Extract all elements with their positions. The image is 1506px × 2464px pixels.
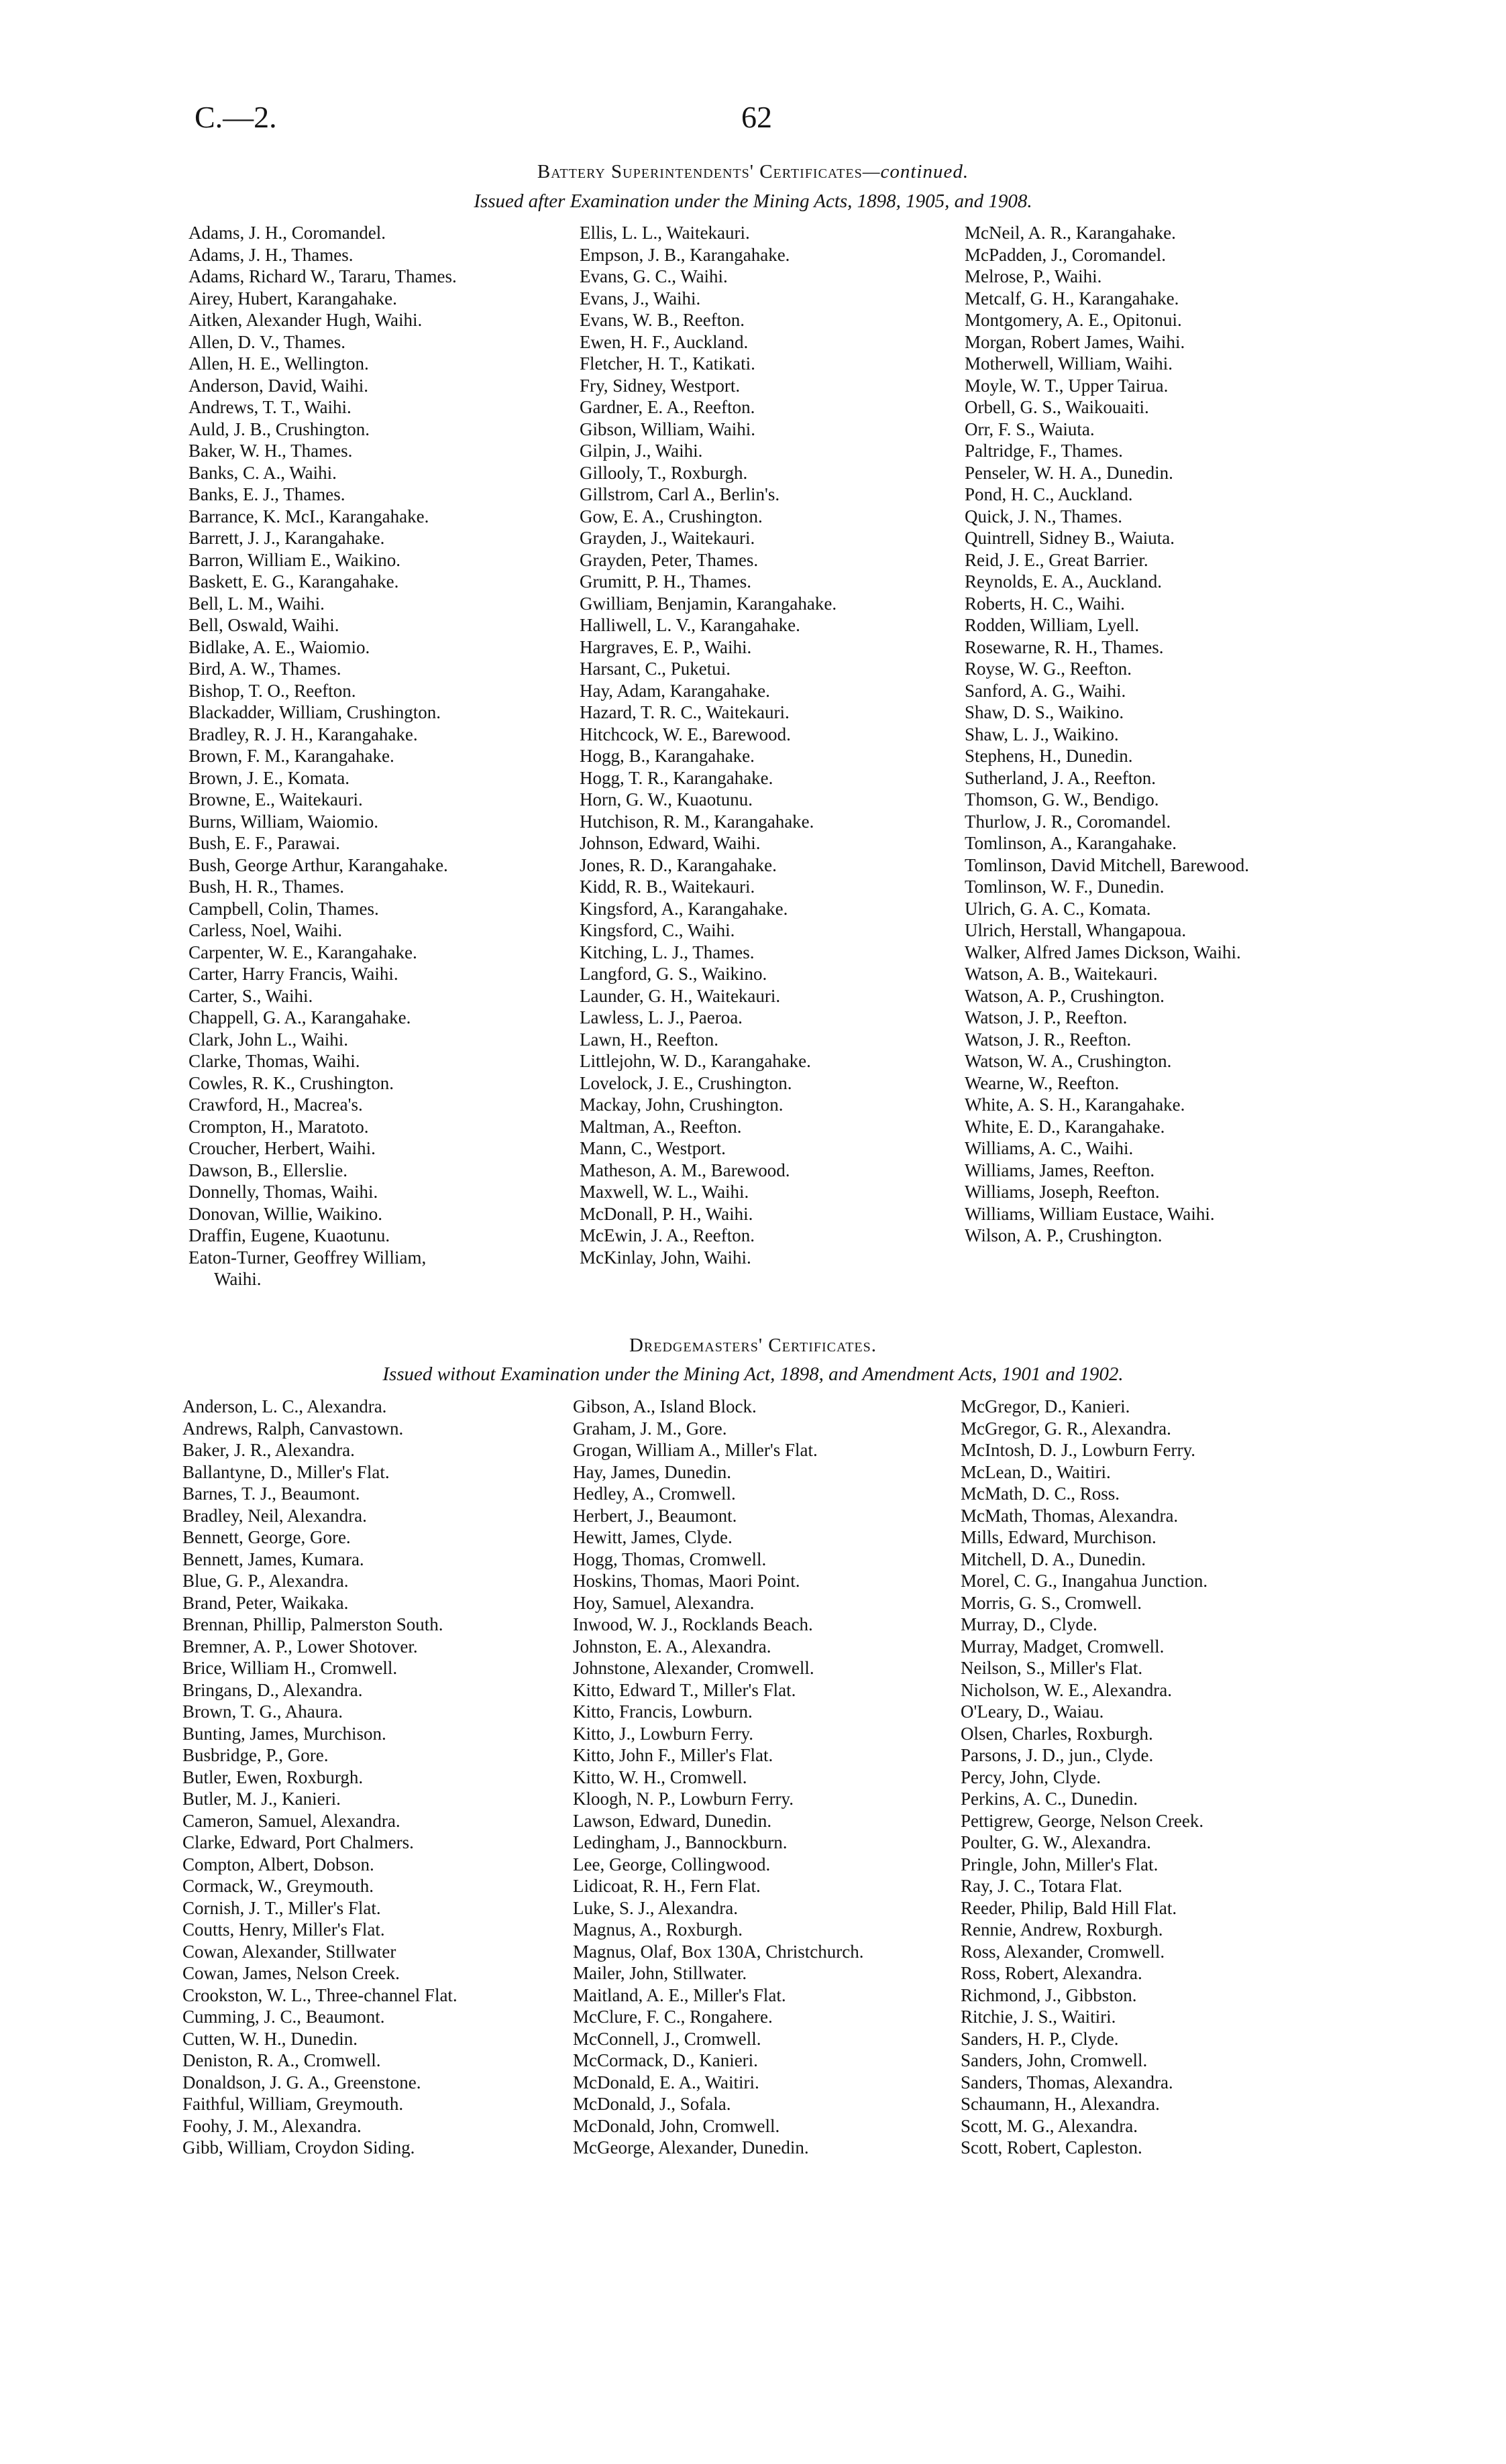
certificate-entry: Kidd, R. B., Waitekauri. [580,877,755,897]
certificate-entry: Lovelock, J. E., Crushington. [580,1072,792,1093]
certificate-entry: Langford, G. S., Waikino. [580,964,767,984]
certificate-entry: Orbell, G. S., Waikouaiti. [965,397,1149,417]
certificate-entry: Mailer, John, Stillwater. [573,1963,747,1983]
certificate-entry: McLean, D., Waitiri. [961,1461,1111,1482]
certificate-entry: Lee, George, Collingwood. [573,1854,771,1874]
certificate-entry: Wearne, W., Reefton. [965,1072,1120,1093]
certificate-entry: Barrett, J. J., Karangahake. [189,528,385,548]
certificate-entry: Morel, C. G., Inangahua Junction. [961,1571,1208,1591]
section-title-dredgemasters: Dredgemasters' Certificates. [629,1335,877,1356]
certificate-entry: Kitto, Edward T., Miller's Flat. [573,1679,796,1700]
certificate-entry: Mackay, John, Crushington. [580,1095,784,1115]
certificate-entry: Harsant, C., Puketui. [580,659,731,679]
certificate-entry: Ulrich, Herstall, Whangapoua. [965,920,1187,940]
certificate-entry: Shaw, D. S., Waikino. [965,702,1124,722]
certificate-entry: Shaw, L. J., Waikino. [965,724,1119,744]
certificate-entry: Gibson, A., Island Block. [573,1396,757,1416]
certificate-entry: Grumitt, P. H., Thames. [580,571,751,592]
certificate-entry: Sanders, Thomas, Alexandra. [961,2072,1173,2092]
certificate-entry: Allen, H. E., Wellington. [189,353,369,374]
certificate-entry: Williams, A. C., Waihi. [965,1138,1134,1158]
certificate-entry: Gardner, E. A., Reefton. [580,397,755,417]
certificate-entry: McGregor, D., Kanieri. [961,1396,1130,1416]
certificate-entry: Neilson, S., Miller's Flat. [961,1658,1143,1678]
certificate-entry: Baskett, E. G., Karangahake. [189,571,399,592]
certificate-entry: Quintrell, Sidney B., Waiuta. [965,528,1175,548]
certificate-entry: Ross, Alexander, Cromwell. [961,1941,1165,1962]
certificate-entry: Scott, M. G., Alexandra. [961,2115,1138,2136]
certificate-entry: Metcalf, G. H., Karangahake. [965,288,1179,309]
certificate-entry: Hewitt, James, Clyde. [573,1527,733,1547]
certificate-entry: Waihi. [214,1269,262,1289]
certificate-entry: Hoskins, Thomas, Maori Point. [573,1571,800,1591]
certificate-entry: Carter, S., Waihi. [189,985,313,1006]
certificate-entry: Pond, H. C., Auckland. [965,484,1133,504]
certificate-entry: Bush, E. F., Parawai. [189,833,340,853]
certificate-entry: Anderson, David, Waihi. [189,375,369,396]
certificate-entry: Ballantyne, D., Miller's Flat. [182,1461,390,1482]
certificate-entry: Bell, L. M., Waihi. [189,593,325,614]
certificate-entry: Ulrich, G. A. C., Komata. [965,898,1151,919]
certificate-entry: Mitchell, D. A., Dunedin. [961,1549,1146,1569]
certificate-entry: Jones, R. D., Karangahake. [580,854,777,875]
certificate-entry: Graham, J. M., Gore. [573,1418,727,1439]
certificate-entry: McKinlay, John, Waihi. [580,1247,751,1268]
certificate-entry: McGeorge, Alexander, Dunedin. [573,2137,809,2158]
certificate-entry: Donnelly, Thomas, Waihi. [189,1182,378,1202]
certificate-entry: Kitching, L. J., Thames. [580,942,755,962]
certificate-entry: Gibb, William, Croydon Siding. [182,2137,415,2158]
battery-column-3 [965,222,1340,1247]
certificate-entry: McMath, Thomas, Alexandra. [961,1505,1179,1526]
certificate-entry: Auld, J. B., Crushington. [189,418,370,439]
certificate-entry: Hargraves, E. P., Waihi. [580,636,752,657]
certificate-entry: Bush, H. R., Thames. [189,877,345,897]
certificate-entry: Blackadder, William, Crushington. [189,702,441,722]
certificate-entry: Watson, W. A., Crushington. [965,1051,1172,1071]
certificate-entry: Hedley, A., Cromwell. [573,1483,736,1504]
certificate-entry: Ewen, H. F., Auckland. [580,331,749,352]
certificate-entry: Horn, G. W., Kuaotunu. [580,789,753,809]
certificate-entry: Crawford, H., Macrea's. [189,1095,363,1115]
certificate-entry: Mann, C., Westport. [580,1138,726,1158]
certificate-entry: Hay, Adam, Karangahake. [580,680,770,701]
certificate-entry: Maitland, A. E., Miller's Flat. [573,1984,786,2005]
certificate-entry: Morgan, Robert James, Waihi. [965,331,1185,352]
certificate-entry: Gillstrom, Carl A., Berlin's. [580,484,780,504]
certificate-entry: Gow, E. A., Crushington. [580,506,763,526]
certificate-entry: Clarke, Edward, Port Chalmers. [182,1832,414,1852]
certificate-entry: McPadden, J., Coromandel. [965,244,1166,265]
certificate-entry: McDonald, John, Cromwell. [573,2115,780,2136]
certificate-entry: Reynolds, E. A., Auckland. [965,571,1162,592]
dredgemasters-column-2 [573,1396,949,2159]
certificate-entry: Banks, C. A., Waihi. [189,462,337,483]
certificate-entry: Bell, Oswald, Waihi. [189,615,339,635]
certificate-entry: Clark, John L., Waihi. [189,1029,349,1050]
certificate-entry: Cowan, Alexander, Stillwater [182,1941,396,1962]
certificate-entry: Pringle, John, Miller's Flat. [961,1854,1159,1874]
certificate-entry: Grogan, William A., Miller's Flat. [573,1440,818,1460]
certificate-entry: Gibson, William, Waihi. [580,418,755,439]
certificate-entry: Williams, James, Reefton. [965,1160,1155,1180]
certificate-entry: McMath, D. C., Ross. [961,1483,1120,1504]
certificate-entry: Inwood, W. J., Rocklands Beach. [573,1614,813,1634]
certificate-entry: Lawson, Edward, Dunedin. [573,1810,772,1831]
certificate-entry: Hay, James, Dunedin. [573,1461,731,1482]
certificate-entry: Johnston, E. A., Alexandra. [573,1636,771,1657]
certificate-entry: McNeil, A. R., Karangahake. [965,223,1176,243]
certificate-entry: Thurlow, J. R., Coromandel. [965,811,1171,832]
certificate-entry: Sanford, A. G., Waihi. [965,680,1126,701]
certificate-entry: Morris, G. S., Cromwell. [961,1592,1142,1613]
certificate-entry: Tomlinson, A., Karangahake. [965,833,1177,853]
dredgemasters-column-1 [182,1396,558,2159]
certificate-entry: Rodden, William, Lyell. [965,615,1140,635]
certificate-entry: Barron, William E., Waikino. [189,549,400,570]
certificate-entry: Cameron, Samuel, Alexandra. [182,1810,400,1831]
certificate-entry: Rosewarne, R. H., Thames. [965,636,1164,657]
certificate-entry: Deniston, R. A., Cromwell. [182,2050,381,2070]
certificate-entry: Evans, W. B., Reefton. [580,310,745,330]
certificate-entry: Hitchcock, W. E., Barewood. [580,724,791,744]
certificate-entry: Moyle, W. T., Upper Tairua. [965,375,1169,396]
certificate-entry: Olsen, Charles, Roxburgh. [961,1723,1153,1744]
certificate-entry: Kingsford, C., Waihi. [580,920,735,940]
certificate-entry: Croucher, Herbert, Waihi. [189,1138,376,1158]
certificate-entry: Williams, Joseph, Reefton. [965,1182,1160,1202]
certificate-entry: Andrews, Ralph, Canvastown. [182,1418,404,1439]
page-header [0,99,1506,146]
certificate-entry: Schaumann, H., Alexandra. [961,2094,1160,2114]
certificate-entry: Ray, J. C., Totara Flat. [961,1876,1123,1896]
certificate-entry: White, E. D., Karangahake. [965,1116,1165,1137]
certificate-entry: Pettigrew, George, Nelson Creek. [961,1810,1204,1831]
certificate-entry: Grayden, J., Waitekauri. [580,528,755,548]
battery-column-2 [580,222,955,1268]
certificate-entry: Faithful, William, Greymouth. [182,2094,404,2114]
section-title-continued: —continued. [862,161,969,182]
certificate-entry: Hogg, B., Karangahake. [580,746,755,766]
certificate-entry: Kitto, W. H., Cromwell. [573,1767,747,1787]
certificate-entry: Watson, J. P., Reefton. [965,1007,1128,1027]
certificate-entry: Paltridge, F., Thames. [965,441,1123,461]
certificate-entry: Penseler, W. H. A., Dunedin. [965,462,1173,483]
certificate-entry: Kitto, Francis, Lowburn. [573,1701,753,1722]
certificate-entry: Aitken, Alexander Hugh, Waihi. [189,310,423,330]
certificate-entry: Maltman, A., Reefton. [580,1116,742,1137]
certificate-entry: Herbert, J., Beaumont. [573,1505,737,1526]
certificate-entry: Bidlake, A. E., Waiomio. [189,636,370,657]
certificate-entry: Orr, F. S., Waiuta. [965,418,1095,439]
certificate-entry: Sutherland, J. A., Reefton. [965,767,1156,788]
certificate-entry: Lawn, H., Reefton. [580,1029,718,1050]
certificate-entry: McCormack, D., Kanieri. [573,2050,758,2070]
page-number: 62 [741,100,772,134]
certificate-entry: White, A. S. H., Karangahake. [965,1095,1185,1115]
certificate-entry: Luke, S. J., Alexandra. [573,1897,738,1918]
certificate-entry: Wilson, A. P., Crushington. [965,1225,1163,1245]
certificate-entry: Bradley, R. J. H., Karangahake. [189,724,418,744]
section-title-battery-text: Battery Superintendents' Certificates [537,161,863,182]
certificate-entry: Reid, J. E., Great Barrier. [965,549,1148,570]
certificate-entry: Baker, J. R., Alexandra. [182,1440,355,1460]
certificate-entry: Royse, W. G., Reefton. [965,659,1132,679]
certificate-entry: Stephens, H., Dunedin. [965,746,1133,766]
certificate-entry: McGregor, G. R., Alexandra. [961,1418,1171,1439]
certificate-entry: Magnus, A., Roxburgh. [573,1919,743,1940]
certificate-entry: Bush, George Arthur, Karangahake. [189,854,448,875]
certificate-entry: Campbell, Colin, Thames. [189,898,379,919]
certificate-entry: Empson, J. B., Karangahake. [580,244,790,265]
certificate-entry: Ellis, L. L., Waitekauri. [580,223,750,243]
certificate-entry: Rennie, Andrew, Roxburgh. [961,1919,1163,1940]
certificate-entry: Melrose, P., Waihi. [965,266,1102,286]
certificate-entry: Cowan, James, Nelson Creek. [182,1963,400,1983]
certificate-entry: Kingsford, A., Karangahake. [580,898,788,919]
certificate-entry: Barrance, K. McI., Karangahake. [189,506,429,526]
certificate-entry: Hogg, T. R., Karangahake. [580,767,773,788]
certificate-entry: Watson, J. R., Reefton. [965,1029,1132,1050]
certificate-entry: Poulter, G. W., Alexandra. [961,1832,1151,1852]
certificate-entry: Montgomery, A. E., Opitonui. [965,310,1182,330]
certificate-entry: Ritchie, J. S., Waitiri. [961,2007,1116,2027]
certificate-entry: Walker, Alfred James Dickson, Waihi. [965,942,1241,962]
dredgemasters-column-3 [961,1396,1336,2159]
certificate-entry: Crompton, H., Maratoto. [189,1116,369,1137]
certificate-entry: Allen, D. V., Thames. [189,331,345,352]
certificate-entry: Grayden, Peter, Thames. [580,549,759,570]
certificate-entry: O'Leary, D., Waiau. [961,1701,1104,1722]
certificate-entry: Bringans, D., Alexandra. [182,1679,363,1700]
certificate-entry: Bishop, T. O., Reefton. [189,680,356,701]
certificate-entry: Busbridge, P., Gore. [182,1745,329,1765]
certificate-entry: Crookston, W. L., Three-channel Flat. [182,1984,458,2005]
certificate-entry: Draffin, Eugene, Kuaotunu. [189,1225,390,1245]
certificate-entry: Hazard, T. R. C., Waitekauri. [580,702,790,722]
certificate-entry: Quick, J. N., Thames. [965,506,1122,526]
certificate-entry: Fletcher, H. T., Katikati. [580,353,755,374]
certificate-entry: Browne, E., Waitekauri. [189,789,363,809]
certificate-entry: McDonald, E. A., Waitiri. [573,2072,759,2092]
certificate-entry: Blue, G. P., Alexandra. [182,1571,349,1591]
certificate-entry: Banks, E. J., Thames. [189,484,345,504]
certificate-entry: Murray, D., Clyde. [961,1614,1097,1634]
certificate-entry: Eaton-Turner, Geoffrey William, [189,1247,427,1268]
certificate-entry: Watson, A. B., Waitekauri. [965,964,1158,984]
certificate-entry: Parsons, J. D., jun., Clyde. [961,1745,1154,1765]
certificate-entry: Compton, Albert, Dobson. [182,1854,374,1874]
certificate-entry: Hogg, Thomas, Cromwell. [573,1549,767,1569]
certificate-entry: Butler, M. J., Kanieri. [182,1789,341,1809]
certificate-entry: Bremner, A. P., Lower Shotover. [182,1636,418,1657]
certificate-entry: Bennett, George, Gore. [182,1527,351,1547]
certificate-entry: Carless, Noel, Waihi. [189,920,343,940]
certificate-entry: Matheson, A. M., Barewood. [580,1160,790,1180]
certificate-entry: McEwin, J. A., Reefton. [580,1225,755,1245]
certificate-entry: Murray, Madget, Cromwell. [961,1636,1165,1657]
certificate-entry: Chappell, G. A., Karangahake. [189,1007,411,1027]
certificate-entry: Brice, William H., Cromwell. [182,1658,398,1678]
certificate-entry: Brennan, Phillip, Palmerston South. [182,1614,443,1634]
certificate-entry: Halliwell, L. V., Karangahake. [580,615,800,635]
certificate-entry: Bradley, Neil, Alexandra. [182,1505,367,1526]
certificate-entry: Scott, Robert, Capleston. [961,2137,1142,2158]
certificate-entry: Cowles, R. K., Crushington. [189,1072,394,1093]
certificate-entry: McDonall, P. H., Waihi. [580,1203,753,1224]
certificate-entry: Watson, A. P., Crushington. [965,985,1165,1006]
certificate-entry: Brown, J. E., Komata. [189,767,349,788]
certificate-entry: Sanders, H. P., Clyde. [961,2028,1119,2049]
certificate-entry: Gilpin, J., Waihi. [580,441,703,461]
certificate-entry: Adams, J. H., Coromandel. [189,223,386,243]
certificate-entry: Gwilliam, Benjamin, Karangahake. [580,593,837,614]
certificate-entry: McIntosh, D. J., Lowburn Ferry. [961,1440,1195,1460]
battery-column-1 [189,222,564,1290]
certificate-entry: Brown, T. G., Ahaura. [182,1701,343,1722]
certificate-entry: Lawless, L. J., Paeroa. [580,1007,743,1027]
certificate-entry: Carpenter, W. E., Karangahake. [189,942,417,962]
certificate-entry: Kloogh, N. P., Lowburn Ferry. [573,1789,794,1809]
certificate-entry: Hoy, Samuel, Alexandra. [573,1592,755,1613]
certificate-entry: Adams, Richard W., Tararu, Thames. [189,266,457,286]
certificate-entry: Andrews, T. T., Waihi. [189,397,352,417]
certificate-entry: Richmond, J., Gibbston. [961,1984,1137,2005]
certificate-entry: Roberts, H. C., Waihi. [965,593,1125,614]
certificate-entry: Barnes, T. J., Beaumont. [182,1483,360,1504]
certificate-entry: Donaldson, J. G. A., Greenstone. [182,2072,421,2092]
certificate-entry: Johnstone, Alexander, Cromwell. [573,1658,814,1678]
certificate-entry: Cormack, W., Greymouth. [182,1876,374,1896]
certificate-entry: Cutten, W. H., Dunedin. [182,2028,358,2049]
certificate-entry: Johnson, Edward, Waihi. [580,833,761,853]
certificate-entry: Bunting, James, Murchison. [182,1723,386,1744]
certificate-entry: Anderson, L. C., Alexandra. [182,1396,387,1416]
certificate-entry: Kitto, J., Lowburn Ferry. [573,1723,753,1744]
certificate-entry: Brand, Peter, Waikaka. [182,1592,349,1613]
certificate-entry: Brown, F. M., Karangahake. [189,746,394,766]
certificate-entry: Ross, Robert, Alexandra. [961,1963,1142,1983]
certificate-entry: Butler, Ewen, Roxburgh. [182,1767,364,1787]
certificate-entry: Adams, J. H., Thames. [189,244,354,265]
section-subtitle-dredgemasters: Issued without Examination under the Mining Act, 1898, and Amendment Acts, 1901 and 1902. [382,1363,1124,1385]
certificate-entry: Fry, Sidney, Westport. [580,375,741,396]
certificate-entry: Sanders, John, Cromwell. [961,2050,1148,2070]
certificate-entry: McDonald, J., Sofala. [573,2094,731,2114]
section-title-battery [0,161,1506,183]
certificate-entry: Reeder, Philip, Bald Hill Flat. [961,1897,1177,1918]
page-reference: C.—2. [195,100,277,134]
certificate-entry: Gillooly, T., Roxburgh. [580,462,748,483]
certificate-entry: Magnus, Olaf, Box 130A, Christchurch. [573,1941,864,1962]
certificate-entry: Coutts, Henry, Miller's Flat. [182,1919,385,1940]
certificate-entry: Baker, W. H., Thames. [189,441,353,461]
certificate-entry: Ledingham, J., Bannockburn. [573,1832,788,1852]
certificate-entry: Maxwell, W. L., Waihi. [580,1182,749,1202]
section-subtitle-battery: Issued after Examination under the Mining Acts, 1898, 1905, and 1908. [474,190,1032,212]
certificate-entry: Clarke, Thomas, Waihi. [189,1051,360,1071]
certificate-entry: Tomlinson, David Mitchell, Barewood. [965,854,1250,875]
certificate-entry: Mills, Edward, Murchison. [961,1527,1157,1547]
certificate-entry: Bennett, James, Kumara. [182,1549,364,1569]
certificate-entry: Donovan, Willie, Waikino. [189,1203,382,1224]
certificate-entry: Williams, William Eustace, Waihi. [965,1203,1215,1224]
certificate-entry: Carter, Harry Francis, Waihi. [189,964,398,984]
certificate-entry: Thomson, G. W., Bendigo. [965,789,1159,809]
certificate-entry: Burns, William, Waiomio. [189,811,378,832]
certificate-entry: McClure, F. C., Rongahere. [573,2007,773,2027]
certificate-entry: McConnell, J., Cromwell. [573,2028,761,2049]
certificate-entry: Airey, Hubert, Karangahake. [189,288,397,309]
certificate-entry: Cornish, J. T., Miller's Flat. [182,1897,381,1918]
certificate-entry: Dawson, B., Ellerslie. [189,1160,347,1180]
certificate-entry: Foohy, J. M., Alexandra. [182,2115,362,2136]
certificate-entry: Lidicoat, R. H., Fern Flat. [573,1876,761,1896]
certificate-entry: Littlejohn, W. D., Karangahake. [580,1051,811,1071]
certificate-entry: Hutchison, R. M., Karangahake. [580,811,814,832]
certificate-entry: Perkins, A. C., Dunedin. [961,1789,1138,1809]
certificate-entry: Percy, John, Clyde. [961,1767,1101,1787]
certificate-entry: Kitto, John F., Miller's Flat. [573,1745,773,1765]
certificate-entry: Motherwell, William, Waihi. [965,353,1173,374]
certificate-entry: Evans, J., Waihi. [580,288,701,309]
certificate-entry: Tomlinson, W. F., Dunedin. [965,877,1165,897]
certificate-entry: Nicholson, W. E., Alexandra. [961,1679,1172,1700]
certificate-entry: Evans, G. C., Waihi. [580,266,728,286]
certificate-entry: Bird, A. W., Thames. [189,659,341,679]
certificate-entry: Cumming, J. C., Beaumont. [182,2007,385,2027]
certificate-entry: Launder, G. H., Waitekauri. [580,985,781,1006]
